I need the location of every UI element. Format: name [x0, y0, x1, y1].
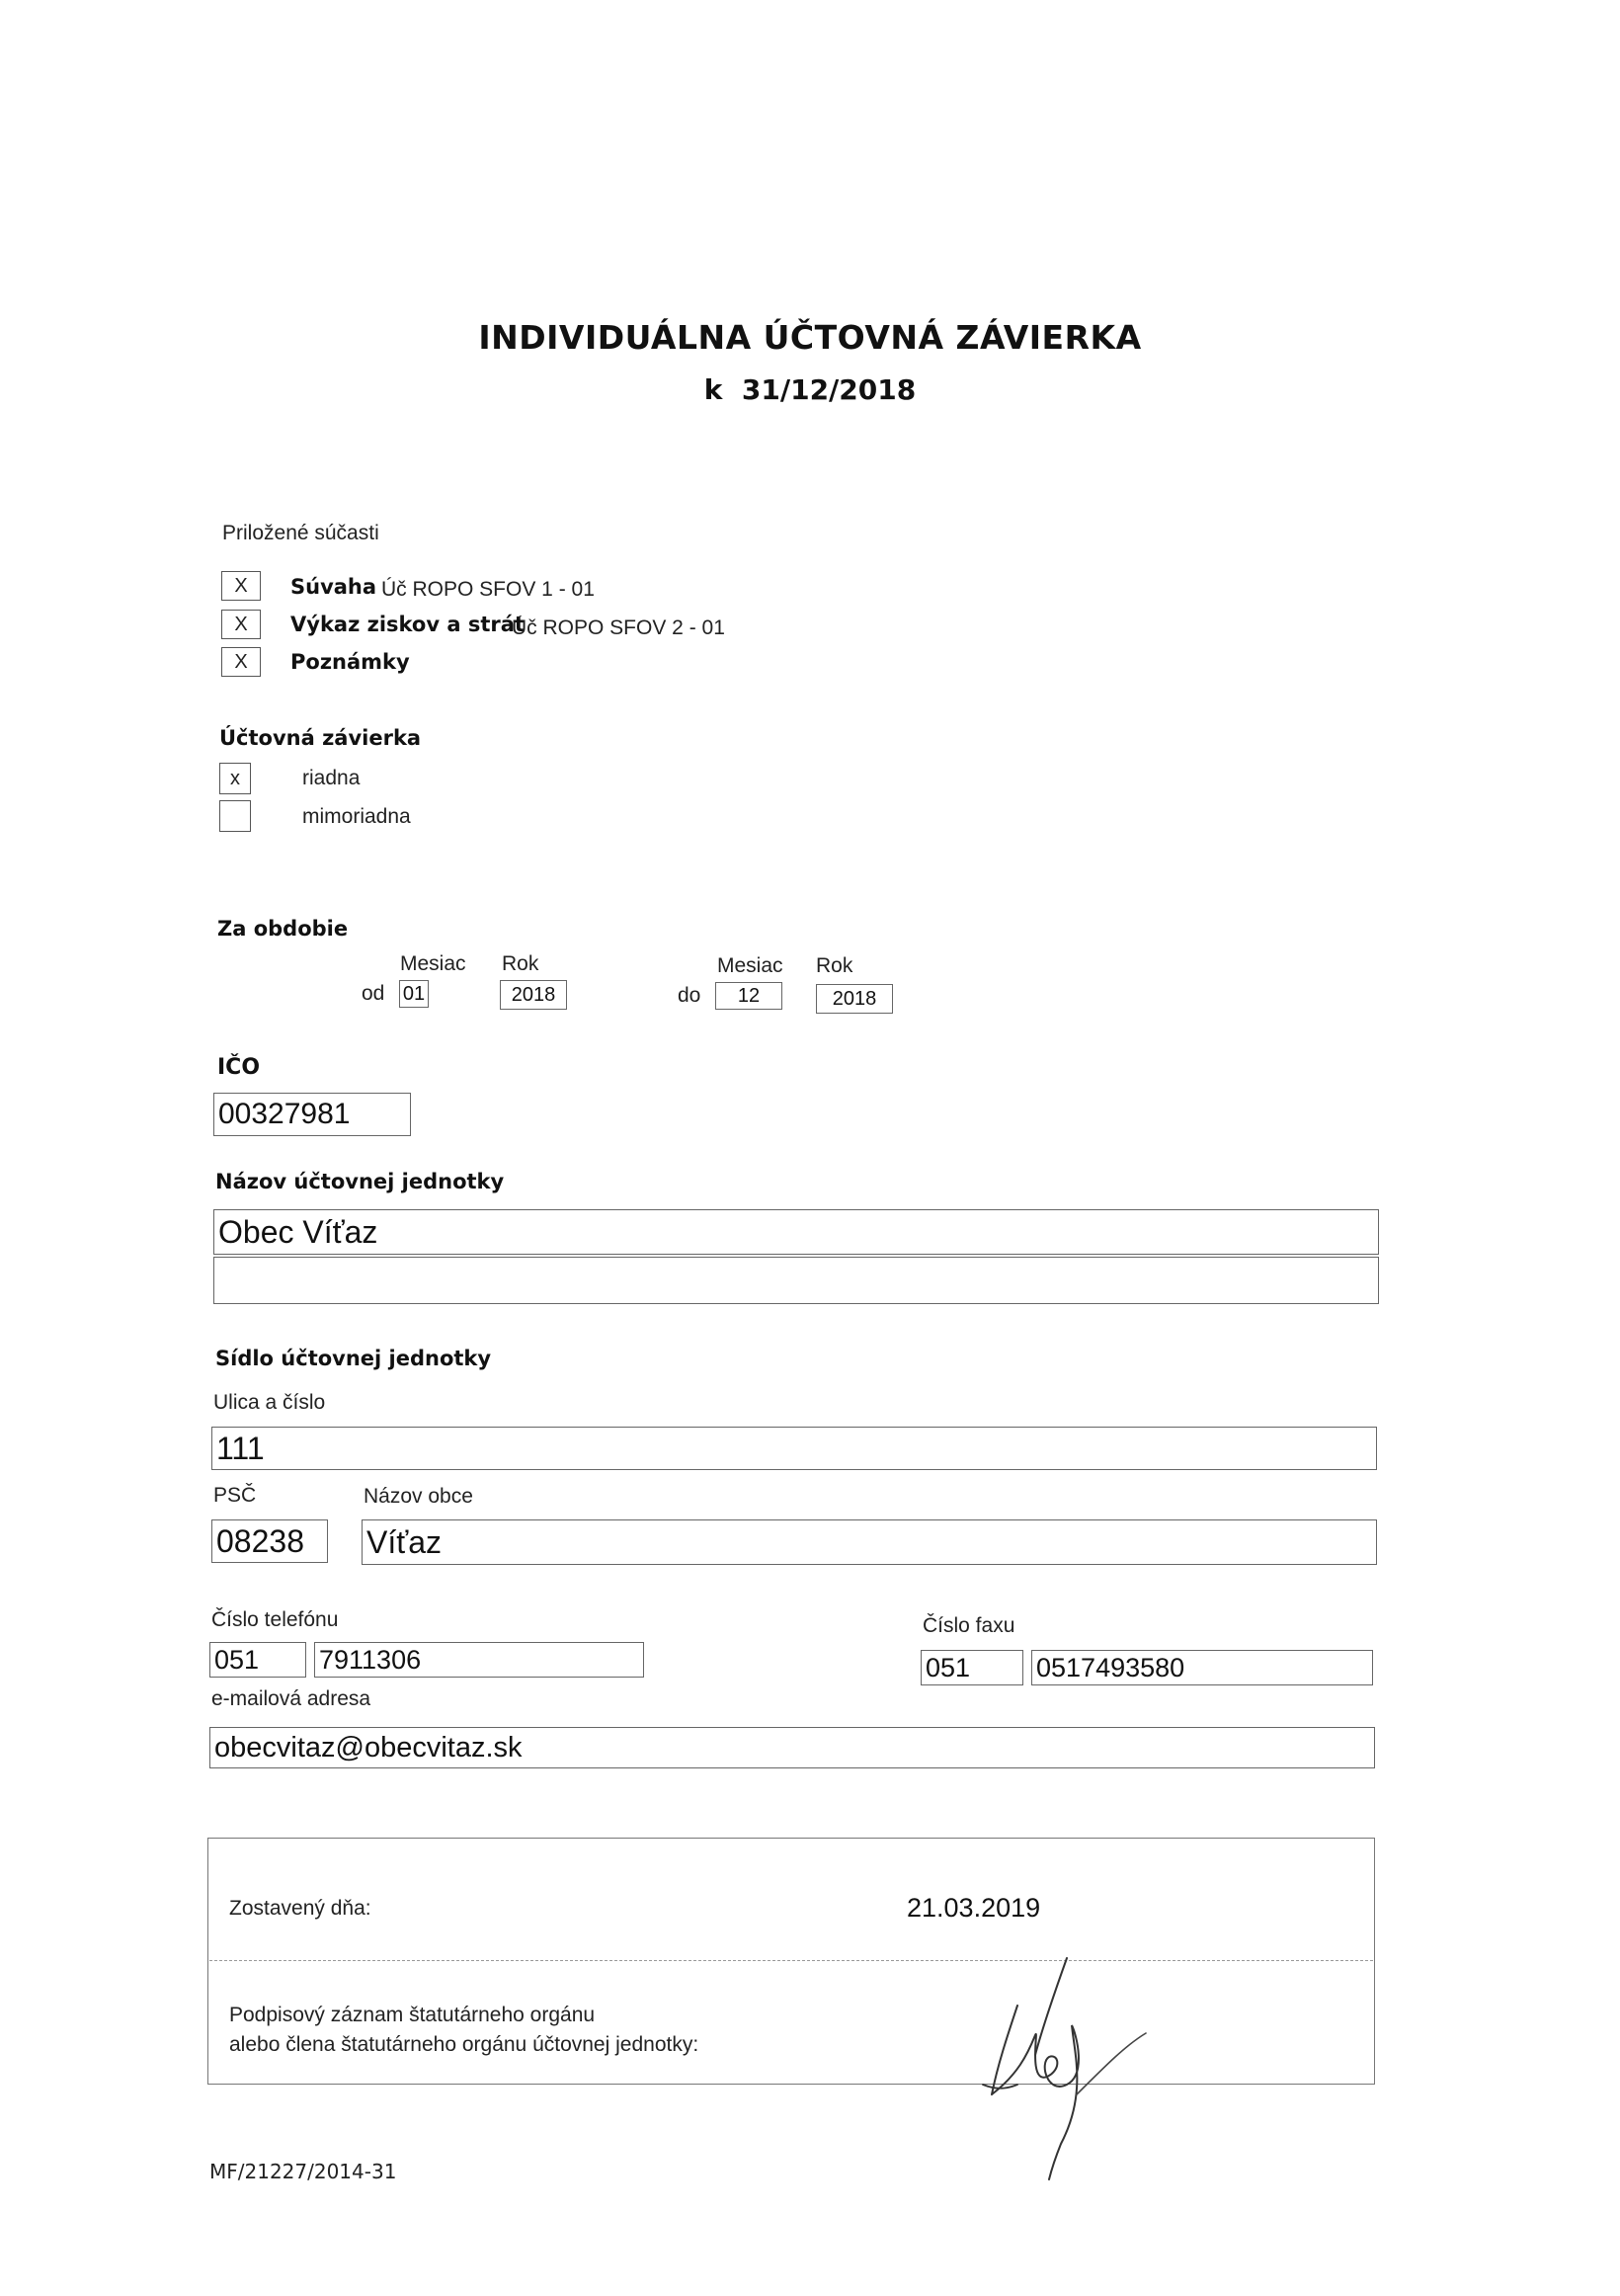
period-from-label: od [362, 982, 385, 1005]
closing-checkbox-riadna[interactable]: x [219, 763, 251, 794]
attachments-heading: Priložené súčasti [222, 522, 379, 544]
entity-name-field[interactable]: Obec Víťaz [213, 1209, 1379, 1255]
city-label: Názov obce [364, 1485, 473, 1508]
city-field[interactable]: Víťaz [362, 1519, 1377, 1565]
phone-prefix-field[interactable]: 051 [209, 1642, 306, 1678]
street-label: Ulica a číslo [213, 1391, 326, 1414]
period-to-label: do [678, 984, 701, 1007]
attachment-checkbox-poznamky[interactable]: X [221, 647, 261, 677]
period-from-year-field[interactable]: 2018 [500, 980, 567, 1010]
psc-label: PSČ [213, 1484, 257, 1507]
psc-field[interactable]: 08238 [211, 1519, 328, 1563]
period-to-month-field[interactable]: 12 [715, 982, 782, 1010]
entity-name-field-line2[interactable] [213, 1257, 1379, 1304]
entity-name-label: Názov účtovnej jednotky [215, 1170, 505, 1193]
closing-label-riadna: riadna [302, 767, 361, 789]
form-code: MF/21227/2014-31 [209, 2160, 397, 2183]
attachment-name-suvaha: Súvaha [290, 575, 377, 599]
attachment-checkbox-vykaz[interactable]: X [221, 610, 261, 639]
compiled-date: 21.03.2019 [907, 1893, 1041, 1923]
attachment-name-vykaz: Výkaz ziskov a strát [290, 613, 525, 636]
closing-checkbox-mimoriadna[interactable] [219, 800, 251, 832]
email-label: e-mailová adresa [211, 1687, 371, 1710]
signature-line-1: Podpisový záznam štatutárneho orgánu [229, 2004, 596, 2026]
period-to-month-label: Mesiac [717, 954, 783, 977]
fax-number-field[interactable]: 0517493580 [1031, 1650, 1373, 1685]
period-to-year-label: Rok [816, 954, 853, 977]
fax-label: Číslo faxu [923, 1614, 1015, 1637]
period-from-year-label: Rok [502, 952, 539, 975]
document-date: k 31/12/2018 [703, 373, 917, 406]
signature-box-divider [209, 1960, 1373, 1961]
compiled-label: Zostavený dňa: [229, 1897, 371, 1920]
period-from-month-field[interactable]: 01 [399, 980, 429, 1008]
ico-field[interactable]: 00327981 [213, 1093, 411, 1136]
period-from-month-label: Mesiac [400, 952, 466, 975]
document-title: INDIVIDUÁLNA ÚČTOVNÁ ZÁVIERKA [478, 318, 1142, 357]
attachment-name-poznamky: Poznámky [290, 650, 410, 674]
period-heading: Za obdobie [217, 917, 349, 941]
closing-type-heading: Účtovná závierka [219, 726, 422, 750]
ico-label: IČO [217, 1055, 261, 1080]
attachment-code-vykaz: Úč ROPO SFOV 2 - 01 [512, 616, 725, 639]
attachment-code-suvaha: Úč ROPO SFOV 1 - 01 [381, 578, 595, 601]
handwritten-signature [978, 1946, 1175, 2183]
street-field[interactable]: 111 [211, 1427, 1377, 1470]
fax-prefix-field[interactable]: 051 [921, 1650, 1023, 1685]
email-field[interactable]: obecvitaz@obecvitaz.sk [209, 1727, 1375, 1768]
phone-label: Číslo telefónu [211, 1608, 339, 1631]
closing-label-mimoriadna: mimoriadna [302, 805, 411, 828]
period-to-year-field[interactable]: 2018 [816, 984, 893, 1014]
attachment-checkbox-suvaha[interactable]: X [221, 571, 261, 601]
address-heading: Sídlo účtovnej jednotky [215, 1347, 492, 1370]
phone-number-field[interactable]: 7911306 [314, 1642, 644, 1678]
signature-line-2: alebo člena štatutárneho orgánu účtovnej jednotky: [229, 2033, 699, 2056]
